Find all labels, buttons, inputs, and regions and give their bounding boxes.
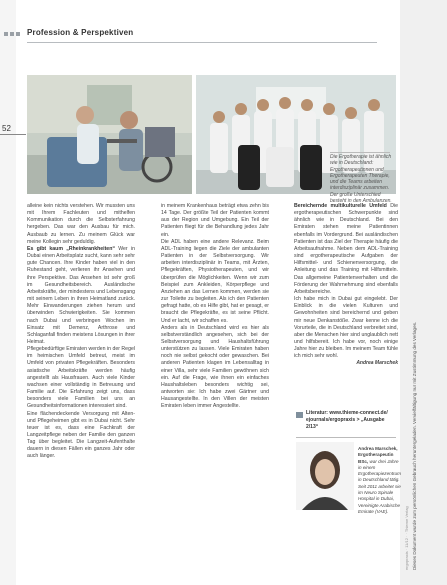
text-column-2 — [161, 203, 269, 411]
literature-box[interactable] — [296, 410, 396, 434]
text-column-3 — [294, 203, 398, 368]
page-number-rule — [0, 134, 26, 135]
author-bio: Andrea Marschek, Ergotherapeutin BSc, war drei Jahre in einem Ergotherapiezentrum in Deutschland tätig. Seit 2011 arbeitet sie im Neuro Spinale Hospital in Dubai, Vereinigte Arabische Emirate (VAE). — [358, 446, 401, 514]
header-square-marker — [10, 32, 14, 36]
paragraph: in meinem Krankenhaus beträgt etwa zehn bis 14 Tage. Der größte Teil der Patienten kommt aus der Region und Umgebung. Ein Teil der Patienten fliegt für die Behandlung jedes Jahr ein. — [161, 203, 269, 238]
paragraph: Bereichernde multikulturelle Umfeld Die ergotherapeutischen Schwerpunkte sind ähnlich wie in Deutschland. Bei den Emiraten stehen meine Patientinnen ebenfalls im Vordergrund. Bei ausländischen Patienten ist das Ziel der Therapie häufig die Arbeitsaufnahme. Neben dem ADL-Training sind ergotherapeutische Aufgaben der Hilfsmittel- und Schienenversorgung, die Anleitung und das Training mit Hilfsmitteln. Das allgemeine Patientenverhalten und die Förderung der Wahrnehmung sind ebenfalls Arbeitsbereiche. — [294, 203, 398, 295]
header-square-marker — [4, 32, 8, 36]
paragraph: Eine flächendeckende Versorgung mit Alten- und Pflegeheimen gibt es in Dubai nicht. Sehr teuer ist es, dass eine Fachkraft der Langzeitpflege neben der Familie den ganzen Tag über begleitet. Die Langzeit-Aufenthalte dauern in diesen Fällen ein ganzes Jahr oder auch länger. — [27, 410, 135, 460]
paragraph: Ich habe mich in Dubai gut eingelebt. Der Einblick in die vielen Kulturen und Gewohnheiten sind bereichernd und geben mir neue Denkanstöße. Zwar kenne ich die Vorurteile, die in Deutschland verbreitet sind, aber die Menschen hier sind unglaublich nett und hilfsbereit. Ich habe vor, noch einige Jahre hier zu bleiben. Im meinem Team fühle ich mich sehr wohl. — [294, 296, 398, 360]
copyright-notice: Dieses Dokument wurde zum persönlichen Gebrauch heruntergeladen. Vervielfältigung nur mit Zustimmung des Verlages. — [412, 321, 417, 570]
journal-reference: ergopraxis · 11/12 · · Thieme Verlag — [404, 506, 409, 570]
literature-rule — [296, 437, 396, 438]
paragraph: Die ADL haben eine andere Relevanz. Beim ADL-Training liegen die Ziele der ambulanten Patienten in der Selbstversorgung. Wir arbeiten interdisziplinär in Teams, mit Ärzten, Pflegekräften, Physiotherapeuten, und wir überprüfen die Möglichkeiten. Wenn wir zum Beispiel zum Ankleiden, Körperpflege und Anziehen an das Lernen kommen, werden sie zur Toilette zu begleiten. Als ich den Patienten gefragt hatte, ob es Hilfe gibt, hat er gesagt, er braucht die Pflegekräfte, es ist seine Pflicht. Und er lacht, wir schaffen es. — [161, 238, 269, 324]
photo-caption: Die Ergotherapie ist ähnlich wie in Deutschland: Ergotherapeutinnen und Ergotherapeuten Therapie, und die Teams arbeiten interdisziplinär zusammen. Der große Unterschied besteht in den Ambulanzen. — [330, 154, 392, 205]
author-signature: Andrea Marschek — [356, 360, 398, 367]
paragraph: Es gibt kaum „Rheinkrankheiten“ Wer in Dubai einen Arbeitsplatz sucht, kann sehr sehr gute Chancen. Ihre Kinder haben viel in den Ruhestand geht, verlieren ihr Ansehen und ihre Perspektive. Das Ansehen ist sehr groß im Gesundheitsbereich. Ausländische Arbeitskräfte, der mindestens und Lebensgang mit seinem Leben in ihren Heimatland zurück. Mehr Einwanderungen ziehen herum und überwinden Schwierigkeiten. Sie kommen nach Dubai und verbringen Wochen im Einsatz mit Demenz, Arthrose und Schlaganfall finden meistens Lösungen in ihrer Heimat. — [27, 245, 135, 345]
subheading: Es gibt kaum „Rheinkrankheiten“ — [27, 245, 115, 252]
photo-therapy-session — [27, 75, 192, 194]
text-column-1 — [27, 203, 135, 461]
literature-link[interactable]: Literatur: www.thieme-connect.de/ ejournals/ergopraxis > „Ausgabe 2/13“ — [306, 410, 388, 430]
paragraph: Anders als in Deutschland wird es hier als selbstverständlich angesehen, sich bei der Selbstversorgung und Haushaltsführung unterstützen zu lassen. Viele Emiraten haben noch nie selbst gekocht oder gewaschen. Bei anderen Patienten klagen im Lebensalltag in einer Villa, sehr viele Familien gewöhnen sich ein. Auf die Frage, wie ihnen ein einfaches Haushaltsleben besonders wichtig sei, antworten sie: Ich habe zwei Gärtner und Hausangestellte. In den Villen der meisten Emiraten leben immer Angestellte. — [161, 324, 269, 410]
left-margin-band — [0, 0, 16, 585]
author-name: Andrea Marschek, Ergotherapeutin BSc, — [358, 446, 398, 464]
page-number: 52 — [2, 124, 11, 133]
section-title: Profession & Perspektiven — [27, 28, 134, 37]
header-square-marker — [16, 32, 20, 36]
caption-rule — [330, 152, 390, 153]
paragraph: Pflegebedürftige Emiraten werden in der Regel im heimischen Umfeld betreut, meist im Umfeld von privaten Pflegekräften. Besonders asiatische Arbeitskräfte werden häufig angestellt als Hausfrauen. Auch viele Kinder wachsen einer vollständig in Betreuung und Familie auf. Die Erfahrung zeigt uns, dass besonders viele Familien bei uns an Gesundheitsinformationen interessiert sind. — [27, 346, 135, 410]
literature-book-icon — [296, 412, 303, 418]
subheading: Bereichernde multikulturelle Umfeld — [294, 203, 387, 209]
header-rule — [27, 42, 377, 43]
paragraph: alleine kein nichts verstehen. Wir mussten uns mit Ihrem Fachleuten und mithelfen Kommunikation durch die Selbsterfahrung hergeben. Das war den Ausbau für mich. Ausbaub zu lernen. Zu meinem Glück war meine Kollegin sehr geduldig. — [27, 203, 135, 245]
author-portrait — [296, 442, 354, 510]
